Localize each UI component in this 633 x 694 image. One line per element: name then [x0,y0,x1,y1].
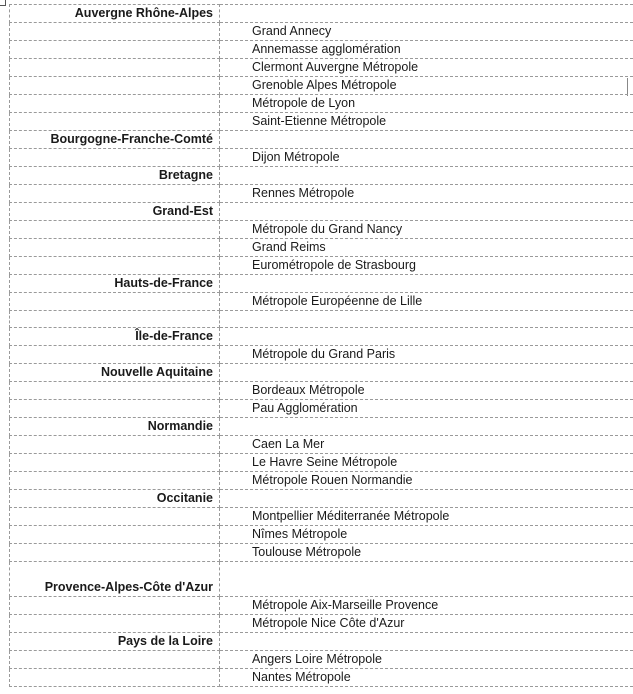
region-cell [10,615,220,633]
table-row [10,203,633,221]
table-row [10,131,633,149]
table-row [10,185,633,203]
region-cell: Hauts-de-France [10,275,220,293]
region-cell [10,544,220,562]
table-row [10,418,633,436]
region-cell [10,669,220,687]
table-row [10,364,633,382]
table-row [10,382,633,400]
region-cell [10,508,220,526]
metropole-cell: Clermont Auvergne Métropole [220,59,633,77]
table-row [10,311,633,328]
region-cell [10,454,220,472]
table-row [10,436,633,454]
region-cell [10,382,220,400]
table-row [10,77,633,95]
metropole-cell: Nîmes Métropole [220,526,633,544]
region-cell [10,185,220,203]
region-cell [10,311,220,328]
table-row [10,651,633,669]
table-row [10,41,633,59]
regions-table-body [10,5,633,687]
metropole-cell [220,490,633,508]
table-row [10,293,633,311]
metropole-cell: Métropole du Grand Paris [220,346,633,364]
regions-table [9,4,633,687]
metropole-cell: Métropole Nice Côte d'Azur [220,615,633,633]
margin-corner-mark [0,0,6,6]
region-cell: Pays de la Loire [10,633,220,651]
table-row [10,328,633,346]
metropole-cell: Montpellier Méditerranée Métropole [220,508,633,526]
metropole-cell: Annemasse agglomération [220,41,633,59]
region-cell: Bourgogne-Franche-Comté [10,131,220,149]
region-cell [10,526,220,544]
metropole-cell: Nantes Métropole [220,669,633,687]
metropole-cell: Le Havre Seine Métropole [220,454,633,472]
region-cell [10,113,220,131]
region-cell [10,436,220,454]
region-cell [10,651,220,669]
region-cell [10,346,220,364]
table-row [10,633,633,651]
table-row [10,400,633,418]
table-row [10,275,633,293]
table-row [10,95,633,113]
metropole-cell: Pau Agglomération [220,400,633,418]
region-cell [10,41,220,59]
metropole-cell: Caen La Mer [220,436,633,454]
table-row [10,490,633,508]
table-row [10,167,633,185]
table-row [10,239,633,257]
region-cell [10,472,220,490]
region-cell: Auvergne Rhône-Alpes [10,5,220,23]
table-row [10,472,633,490]
metropole-cell [220,167,633,185]
metropole-cell: Dijon Métropole [220,149,633,167]
metropole-cell: Saint-Etienne Métropole [220,113,633,131]
table-row [10,669,633,687]
metropole-cell: Grenoble Alpes Métropole [220,77,633,95]
metropole-cell [220,311,633,328]
metropole-cell [220,131,633,149]
region-cell [10,239,220,257]
metropole-cell: Métropole de Lyon [220,95,633,113]
table-row [10,597,633,615]
region-cell: Occitanie [10,490,220,508]
region-cell [10,293,220,311]
table-row [10,346,633,364]
metropole-cell: Bordeaux Métropole [220,382,633,400]
table-row [10,615,633,633]
metropole-cell [220,364,633,382]
metropole-cell [220,418,633,436]
metropole-cell [220,5,633,23]
region-cell: Nouvelle Aquitaine [10,364,220,382]
region-cell [10,77,220,95]
metropole-cell: Métropole Aix-Marseille Provence [220,597,633,615]
region-cell [10,149,220,167]
region-cell [10,59,220,77]
table-row [10,149,633,167]
metropole-cell [220,562,633,597]
metropole-cell: Eurométropole de Strasbourg [220,257,633,275]
region-cell [10,95,220,113]
metropole-cell: Angers Loire Métropole [220,651,633,669]
table-row [10,221,633,239]
region-cell: Grand-Est [10,203,220,221]
region-cell [10,23,220,41]
table-row [10,23,633,41]
region-cell: Île-de-France [10,328,220,346]
metropole-cell: Rennes Métropole [220,185,633,203]
table-row [10,113,633,131]
table-row [10,562,633,597]
table-row [10,508,633,526]
metropole-cell: Métropole Rouen Normandie [220,472,633,490]
region-cell [10,257,220,275]
metropole-cell: Grand Reims [220,239,633,257]
region-cell: Provence-Alpes-Côte d'Azur [10,562,220,597]
metropole-cell [220,328,633,346]
metropole-cell [220,203,633,221]
metropole-cell: Métropole du Grand Nancy [220,221,633,239]
table-row [10,257,633,275]
table-row [10,526,633,544]
region-cell [10,400,220,418]
metropole-cell [220,275,633,293]
metropole-cell: Grand Annecy [220,23,633,41]
region-cell [10,221,220,239]
table-row [10,544,633,562]
region-cell: Bretagne [10,167,220,185]
metropole-cell: Métropole Européenne de Lille [220,293,633,311]
region-cell: Normandie [10,418,220,436]
metropole-cell [220,633,633,651]
metropole-cell: Toulouse Métropole [220,544,633,562]
region-cell [10,597,220,615]
table-row [10,454,633,472]
table-row [10,59,633,77]
table-row [10,5,633,23]
